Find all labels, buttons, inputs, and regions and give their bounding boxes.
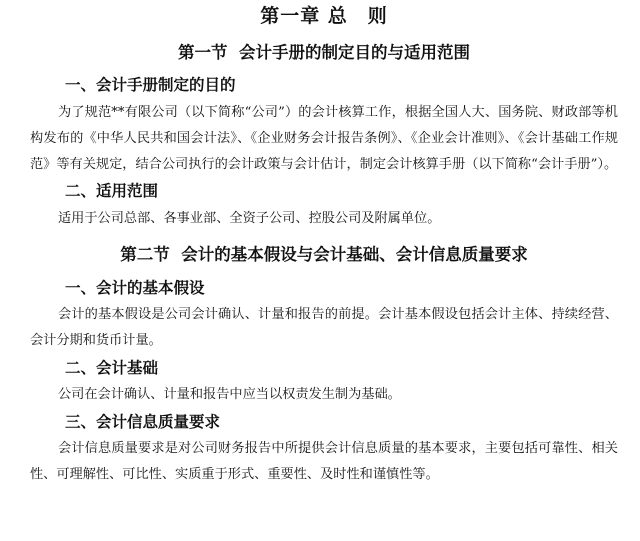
section-2-subsection-2-heading: 二、会计基础	[65, 358, 159, 377]
section-1-subsection-2-paragraph: 适用于公司总部、各事业部、全资子公司、控股公司及附属单位。	[58, 211, 441, 226]
section-2-subsection-1-paragraph: 会计的基本假设是公司会计确认、计量和报告的前提。会计基本假设包括会计主体、持续经营、会计分期和货币计量。	[30, 307, 618, 348]
section-2-subsection-1-heading: 一、会计的基本假设	[65, 278, 205, 297]
section-1-subsection-1-heading: 一、会计手册制定的目的	[65, 75, 236, 94]
section-2-subsection-2-paragraph: 公司在会计确认、计量和报告中应当以权责发生制为基础。	[58, 387, 401, 402]
chapter-title: 第一章 总 则	[260, 5, 388, 27]
section-1-subsection-2-heading: 二、适用范围	[65, 181, 159, 200]
section-1-title: 第一节 会计手册的制定目的与适用范围	[178, 43, 470, 62]
section-2-title: 第二节 会计的基本假设与会计基础、会计信息质量要求	[120, 245, 528, 264]
section-2-subsection-3-paragraph: 会计信息质量要求是对公司财务报告中所提供会计信息质量的基本要求，主要包括可靠性、相关性、可理解性、可比性、实质重于形式、重要性、及时性和谨慎性等。	[30, 441, 618, 482]
section-2-subsection-3-heading: 三、会计信息质量要求	[65, 412, 221, 431]
section-1-subsection-1-paragraph: 为了规范**有限公司（以下简称“公司”）的会计核算工作，根据全国人大、国务院、财政部等机构发布的《中华人民共和国会计法》、《企业财务会计报告条例》、《企业会计准则》、《会计基础工作规范》等有关规定，结合公司执行的会计政策与会计估计，制定会计核算手册（以下简称“会计手册”）。	[30, 105, 618, 172]
